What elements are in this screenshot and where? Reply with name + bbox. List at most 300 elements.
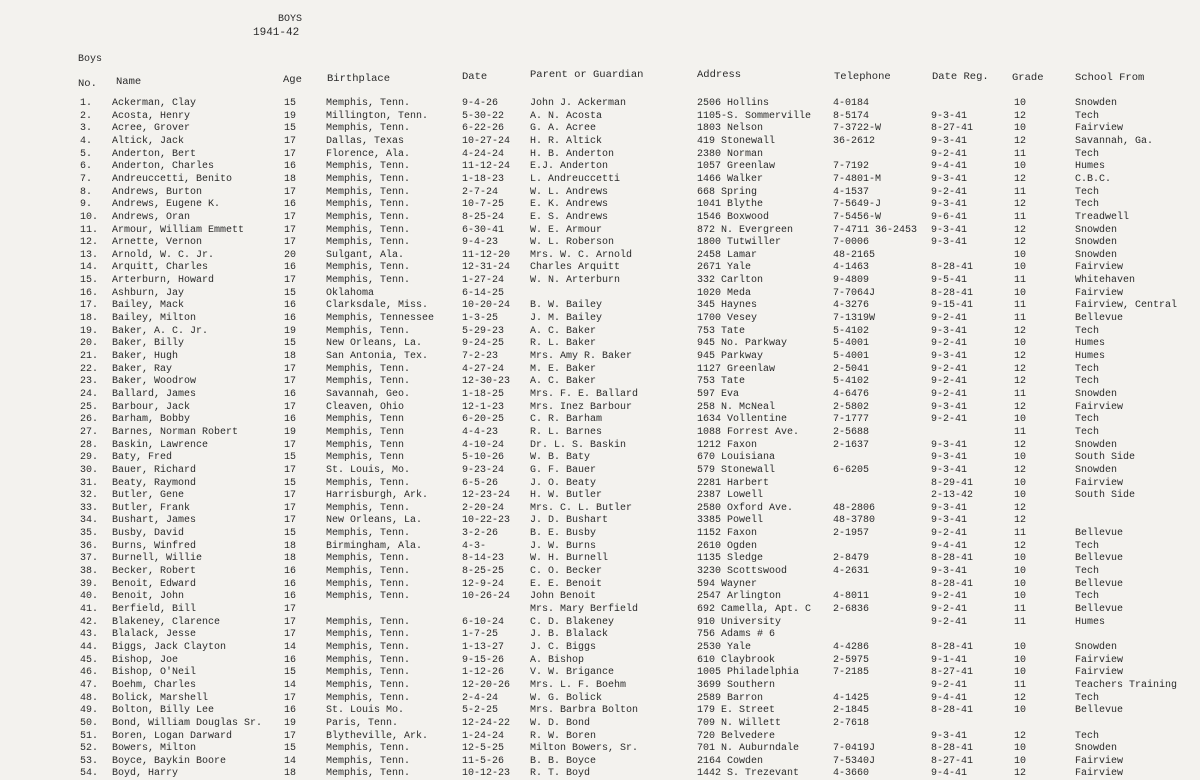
table-row — [0, 300, 1200, 312]
student-age: 19 — [284, 717, 297, 729]
parent-guardian: H. R. Altick — [530, 135, 603, 147]
birth-date: 12-1-23 — [462, 401, 505, 413]
birth-date: 5-29-23 — [462, 325, 505, 337]
date-registered: 9-3-41 — [931, 566, 968, 578]
col-no: No. — [78, 78, 97, 90]
telephone: 2-5041 — [833, 363, 870, 375]
student-age: 15 — [284, 477, 297, 489]
school-from: Fairview, Central — [1075, 300, 1178, 312]
parent-guardian: V. W. Brigance — [530, 667, 615, 679]
student-name: Bolick, Marshell — [112, 692, 209, 704]
col-birthplace: Birthplace — [327, 73, 391, 85]
birth-date: 6-30-41 — [462, 224, 505, 236]
table-row — [0, 288, 1200, 300]
row-number: 12. — [80, 237, 99, 249]
row-number: 8. — [80, 186, 93, 198]
student-name: Baskin, Lawrence — [112, 439, 209, 451]
address: 1088 Forrest Ave. — [697, 426, 800, 438]
parent-guardian: G. A. Acree — [530, 123, 597, 135]
birth-date: 1-3-25 — [462, 313, 499, 325]
row-number: 2. — [80, 110, 93, 122]
student-name: Bowers, Milton — [112, 743, 197, 755]
address: 610 Claybrook — [697, 654, 776, 666]
birth-date: 1-18-25 — [462, 388, 505, 400]
grade: 10 — [1014, 667, 1027, 679]
grade: 10 — [1014, 477, 1027, 489]
school-from: Humes — [1075, 616, 1106, 628]
parent-guardian: Mrs. Inez Barbour — [530, 401, 633, 413]
student-age: 17 — [284, 401, 297, 413]
row-number: 25. — [80, 401, 99, 413]
student-age: 15 — [284, 667, 297, 679]
telephone: 7-4711 36-2453 — [833, 224, 918, 236]
school-from: Tech — [1075, 414, 1100, 426]
student-name: Barbour, Jack — [112, 401, 191, 413]
row-number: 1. — [80, 98, 93, 109]
student-age: 17 — [284, 275, 297, 287]
birthplace: Memphis, Tenn — [326, 439, 405, 451]
parent-guardian: Mrs. Barbra Bolton — [530, 705, 639, 717]
student-age: 14 — [284, 679, 297, 691]
address: 2281 Harbert — [697, 477, 770, 489]
parent-guardian: B. W. Bailey — [530, 300, 603, 312]
student-name: Armour, William Emmett — [112, 224, 245, 236]
parent-guardian: W. L. Andrews — [530, 186, 609, 198]
birthplace: Oklahoma — [326, 287, 375, 299]
date-registered: 9-4-41 — [931, 692, 968, 704]
telephone: 7-5340J — [833, 755, 876, 767]
telephone: 7-1319W — [833, 313, 876, 325]
table-row — [0, 98, 1200, 110]
student-age: 15 — [284, 123, 297, 135]
table-row — [0, 667, 1200, 679]
address: 2530 Yale — [697, 641, 752, 653]
row-number: 14. — [80, 262, 99, 274]
telephone: 6-6205 — [833, 464, 870, 476]
student-name: Baty, Fred — [112, 452, 173, 464]
grade: 10 — [1014, 578, 1027, 590]
date-registered: 9-3-41 — [931, 730, 968, 742]
parent-guardian: B. B. Boyce — [530, 755, 597, 767]
date-registered: 9-3-41 — [931, 502, 968, 514]
telephone: 7-5649-J — [833, 199, 882, 211]
table-row — [0, 174, 1200, 186]
grade: 11 — [1014, 616, 1027, 628]
telephone: 4-1463 — [833, 262, 870, 274]
telephone: 36-2612 — [833, 135, 876, 147]
telephone: 5-4102 — [833, 325, 870, 337]
address: 692 Camella, Apt. C — [697, 604, 812, 615]
date-registered: 9-2-41 — [931, 528, 968, 540]
table-row — [0, 376, 1200, 388]
school-from: Humes — [1075, 338, 1106, 350]
student-name: Ackerman, Clay — [112, 98, 197, 109]
birthplace: Memphis, Tenn. — [326, 173, 411, 185]
address: 3699 Southern — [697, 679, 776, 691]
school-from: Snowden — [1075, 388, 1118, 400]
address: 2506 Hollins — [697, 98, 770, 109]
date-registered: 9-2-41 — [931, 604, 968, 615]
student-name: Acree, Grover — [112, 123, 191, 135]
row-number: 35. — [80, 528, 99, 540]
date-registered: 9-2-41 — [931, 414, 968, 426]
col-school-from: School From — [1075, 72, 1145, 84]
grade: 11 — [1014, 275, 1027, 287]
birthplace: Memphis, Tenn. — [326, 275, 411, 287]
birthplace: Memphis, Tenn. — [326, 616, 411, 628]
row-number: 21. — [80, 351, 99, 362]
student-name: Blalack, Jesse — [112, 629, 197, 641]
table-row — [0, 187, 1200, 199]
birth-date: 6-10-24 — [462, 616, 505, 628]
table-row — [0, 123, 1200, 135]
parent-guardian: E. E. Benoit — [530, 578, 603, 590]
parent-guardian: John J. Ackerman — [530, 98, 627, 109]
school-from: Tech — [1075, 376, 1100, 388]
address: 1442 S. Trezevant — [697, 768, 800, 780]
row-number: 23. — [80, 376, 99, 388]
grade: 12 — [1014, 110, 1027, 122]
birthplace: Memphis, Tenn. — [326, 566, 411, 578]
telephone: 4-3276 — [833, 300, 870, 312]
date-registered: 8-28-41 — [931, 743, 974, 755]
student-age: 17 — [284, 376, 297, 388]
student-name: Arnette, Vernon — [112, 237, 203, 249]
col-telephone: Telephone — [834, 71, 891, 83]
date-registered: 9-3-41 — [931, 110, 968, 122]
date-registered: 9-2-41 — [931, 313, 968, 325]
birth-date: 1-7-25 — [462, 629, 499, 641]
birthplace: Millington, Tenn. — [326, 110, 429, 122]
birthplace: Memphis, Tenn. — [326, 654, 411, 666]
table-row — [0, 655, 1200, 667]
row-number: 29. — [80, 452, 99, 464]
birth-date: 10-27-24 — [462, 135, 511, 147]
school-from: Snowden — [1075, 439, 1118, 451]
table-row — [0, 768, 1200, 780]
student-name: Barnes, Norman Robert — [112, 426, 239, 438]
table-row — [0, 731, 1200, 743]
parent-guardian: W. G. Bolick — [530, 692, 603, 704]
date-registered: 9-3-41 — [931, 237, 968, 249]
grade: 10 — [1014, 338, 1027, 350]
row-number: 15. — [80, 275, 99, 287]
school-from: Fairview — [1075, 477, 1124, 489]
student-name: Ashburn, Jay — [112, 287, 185, 299]
birth-date: 12-24-22 — [462, 717, 511, 729]
birthplace: Memphis, Tenn. — [326, 553, 411, 565]
birth-date: 7-2-23 — [462, 351, 499, 362]
address: 597 Eva — [697, 388, 740, 400]
grade: 10 — [1014, 743, 1027, 755]
student-age: 17 — [284, 604, 297, 615]
birthplace: Memphis, Tenn. — [326, 224, 411, 236]
birthplace: Birmingham, Ala. — [326, 540, 423, 552]
student-age: 17 — [284, 502, 297, 514]
table-row — [0, 364, 1200, 376]
telephone: 7-1777 — [833, 414, 870, 426]
telephone: 5-4001 — [833, 351, 870, 362]
student-age: 17 — [284, 237, 297, 249]
grade: 11 — [1014, 426, 1027, 438]
address: 1135 Sledge — [697, 553, 764, 565]
date-registered: 9-3-41 — [931, 199, 968, 211]
student-name: Bailey, Mack — [112, 300, 185, 312]
telephone: 8-5174 — [833, 110, 870, 122]
grade: 12 — [1014, 439, 1027, 451]
student-age: 18 — [284, 173, 297, 185]
date-registered: 9-3-41 — [931, 439, 968, 451]
table-row — [0, 604, 1200, 616]
row-number: 42. — [80, 616, 99, 628]
grade: 12 — [1014, 351, 1027, 362]
telephone: 2-1637 — [833, 439, 870, 451]
telephone: 4-0184 — [833, 98, 870, 109]
school-from: Treadwell — [1075, 211, 1130, 223]
birthplace: Dallas, Texas — [326, 135, 405, 147]
table-row — [0, 237, 1200, 249]
col-date: Date — [462, 71, 488, 83]
school-from: South Side — [1075, 490, 1136, 502]
row-number: 19. — [80, 325, 99, 337]
parent-guardian: J. B. Blalack — [530, 629, 609, 641]
birthplace: Harrisburgh, Ark. — [326, 490, 429, 502]
address: 2164 Cowden — [697, 755, 764, 767]
birth-date: 1-18-23 — [462, 173, 505, 185]
birthplace: Memphis, Tenn. — [326, 743, 411, 755]
table-row — [0, 389, 1200, 401]
student-age: 15 — [284, 98, 297, 109]
birth-date: 9-15-26 — [462, 654, 505, 666]
student-age: 19 — [284, 110, 297, 122]
parent-guardian: W. D. Bond — [530, 717, 591, 729]
grade: 12 — [1014, 224, 1027, 236]
school-from: Snowden — [1075, 224, 1118, 236]
telephone: 7-5456-W — [833, 211, 882, 223]
student-age: 15 — [284, 338, 297, 350]
student-name: Bishop, Joe — [112, 654, 179, 666]
birth-date: 2-20-24 — [462, 502, 505, 514]
telephone: 2-1845 — [833, 705, 870, 717]
address: 1800 Tutwiller — [697, 237, 782, 249]
grade: 10 — [1014, 98, 1027, 109]
student-name: Boehm, Charles — [112, 679, 197, 691]
row-number: 32. — [80, 490, 99, 502]
address: 1127 Greenlaw — [697, 363, 776, 375]
birthplace: Memphis, Tenn. — [326, 502, 411, 514]
table-row — [0, 629, 1200, 641]
birthplace: Memphis, Tenn. — [326, 692, 411, 704]
table-row — [0, 275, 1200, 287]
grade: 12 — [1014, 515, 1027, 527]
school-from: Tech — [1075, 730, 1100, 742]
table-row — [0, 452, 1200, 464]
parent-guardian: R. L. Baker — [530, 338, 597, 350]
student-age: 14 — [284, 641, 297, 653]
student-age: 17 — [284, 211, 297, 223]
row-number: 50. — [80, 717, 99, 729]
birth-date: 12-9-24 — [462, 578, 505, 590]
birth-date: 4-4-23 — [462, 426, 499, 438]
student-name: Arnold, W. C. Jr. — [112, 249, 215, 261]
row-number: 7. — [80, 173, 93, 185]
date-registered: 9-3-41 — [931, 464, 968, 476]
student-name: Boyd, Harry — [112, 768, 179, 780]
birthplace: Memphis, Tenn. — [326, 578, 411, 590]
birthplace: Memphis, Tenn. — [326, 591, 411, 603]
date-registered: 9-2-41 — [931, 148, 968, 160]
grade: 12 — [1014, 540, 1027, 552]
telephone: 7-7064J — [833, 287, 876, 299]
student-age: 16 — [284, 300, 297, 312]
parent-guardian: Mrs. C. L. Butler — [530, 502, 633, 514]
telephone: 2-5975 — [833, 654, 870, 666]
school-from: Fairview — [1075, 654, 1124, 666]
grade: 10 — [1014, 287, 1027, 299]
school-from: Tech — [1075, 566, 1100, 578]
grade: 10 — [1014, 591, 1027, 603]
school-from: Tech — [1075, 363, 1100, 375]
student-age: 18 — [284, 540, 297, 552]
grade: 12 — [1014, 237, 1027, 249]
birth-date: 1-13-27 — [462, 641, 505, 653]
school-from: Snowden — [1075, 464, 1118, 476]
row-number: 44. — [80, 641, 99, 653]
table-row — [0, 528, 1200, 540]
student-name: Boren, Logan Darward — [112, 730, 233, 742]
school-from: Bellevue — [1075, 553, 1124, 565]
row-number: 13. — [80, 249, 99, 261]
student-name: Becker, Robert — [112, 566, 197, 578]
birth-date: 10-22-23 — [462, 515, 511, 527]
table-row — [0, 465, 1200, 477]
row-number: 43. — [80, 629, 99, 641]
student-name: Benoit, Edward — [112, 578, 197, 590]
grade: 12 — [1014, 730, 1027, 742]
document-heading: BOYS — [278, 14, 303, 25]
table-row — [0, 136, 1200, 148]
address: 419 Stonewall — [697, 135, 776, 147]
table-row — [0, 414, 1200, 426]
date-registered: 9-2-41 — [931, 376, 968, 388]
student-age: 15 — [284, 287, 297, 299]
telephone: 4-3660 — [833, 768, 870, 780]
table-row — [0, 212, 1200, 224]
parent-guardian: H. B. Anderton — [530, 148, 615, 160]
student-name: Barham, Bobby — [112, 414, 191, 426]
parent-guardian: A. Bishop — [530, 654, 585, 666]
school-from: Whitehaven — [1075, 275, 1136, 287]
parent-guardian: A. N. Acosta — [530, 110, 603, 122]
school-from: Fairview — [1075, 755, 1124, 767]
student-name: Arquitt, Charles — [112, 262, 209, 274]
table-row — [0, 250, 1200, 262]
table-row — [0, 756, 1200, 768]
parent-guardian: C. D. Blakeney — [530, 616, 615, 628]
student-age: 16 — [284, 591, 297, 603]
grade: 12 — [1014, 135, 1027, 147]
birthplace: St. Louis, Mo. — [326, 464, 411, 476]
date-registered: 9-5-41 — [931, 275, 968, 287]
grade: 11 — [1014, 679, 1027, 691]
date-registered: 8-28-41 — [931, 262, 974, 274]
birthplace: Memphis, Tenn — [326, 452, 405, 464]
date-registered: 9-4-41 — [931, 768, 968, 780]
student-age: 16 — [284, 313, 297, 325]
address: 2458 Lamar — [697, 249, 758, 261]
student-name: Anderton, Charles — [112, 161, 215, 173]
birthplace: Memphis, Tenn. — [326, 528, 411, 540]
birth-date: 8-14-23 — [462, 553, 505, 565]
student-name: Burnell, Willie — [112, 553, 203, 565]
birthplace: Memphis, Tenn. — [326, 237, 411, 249]
student-age: 16 — [284, 566, 297, 578]
table-row — [0, 351, 1200, 363]
birthplace: Sulgant, Ala. — [326, 249, 405, 261]
date-registered: 8-28-41 — [931, 287, 974, 299]
student-name: Beaty, Raymond — [112, 477, 197, 489]
date-registered: 9-3-41 — [931, 401, 968, 413]
birthplace: New Orleans, La. — [326, 338, 423, 350]
school-from: Tech — [1075, 426, 1100, 438]
address: 2580 Oxford Ave. — [697, 502, 794, 514]
table-row — [0, 541, 1200, 553]
address: 668 Spring — [697, 186, 758, 198]
parent-guardian: W. B. Baty — [530, 452, 591, 464]
grade: 10 — [1014, 249, 1027, 261]
grade: 10 — [1014, 641, 1027, 653]
parent-guardian: R. L. Barnes — [530, 426, 603, 438]
grade: 12 — [1014, 464, 1027, 476]
student-age: 16 — [284, 578, 297, 590]
table-row — [0, 161, 1200, 173]
row-number: 22. — [80, 363, 99, 375]
student-name: Bolton, Billy Lee — [112, 705, 215, 717]
birthplace: Memphis, Tennessee — [326, 313, 435, 325]
row-number: 37. — [80, 553, 99, 565]
birthplace: Memphis, Tenn. — [326, 363, 411, 375]
parent-guardian: J. M. Bailey — [530, 313, 603, 325]
student-name: Bushart, James — [112, 515, 197, 527]
address: 701 N. Auburndale — [697, 743, 800, 755]
parent-guardian: C. O. Becker — [530, 566, 603, 578]
student-name: Andrews, Oran — [112, 211, 191, 223]
birth-date: 5-10-26 — [462, 452, 505, 464]
birthplace: Memphis, Tenn. — [326, 667, 411, 679]
grade: 10 — [1014, 654, 1027, 666]
grade: 12 — [1014, 173, 1027, 185]
address: 345 Haynes — [697, 300, 758, 312]
birth-date: 4-10-24 — [462, 439, 505, 451]
table-row — [0, 149, 1200, 161]
row-number: 20. — [80, 338, 99, 350]
telephone: 7-0006 — [833, 237, 870, 249]
birthplace: Memphis, Tenn — [326, 414, 405, 426]
grade: 12 — [1014, 376, 1027, 388]
row-number: 5. — [80, 148, 93, 160]
school-from: Tech — [1075, 199, 1100, 211]
grade: 12 — [1014, 502, 1027, 514]
table-row — [0, 680, 1200, 692]
birthplace: Memphis, Tenn. — [326, 755, 411, 767]
student-age: 16 — [284, 414, 297, 426]
birth-date: 8-25-25 — [462, 566, 505, 578]
grade: 10 — [1014, 566, 1027, 578]
row-number: 31. — [80, 477, 99, 489]
grade: 10 — [1014, 452, 1027, 464]
address: 3385 Powell — [697, 515, 764, 527]
student-age: 17 — [284, 730, 297, 742]
